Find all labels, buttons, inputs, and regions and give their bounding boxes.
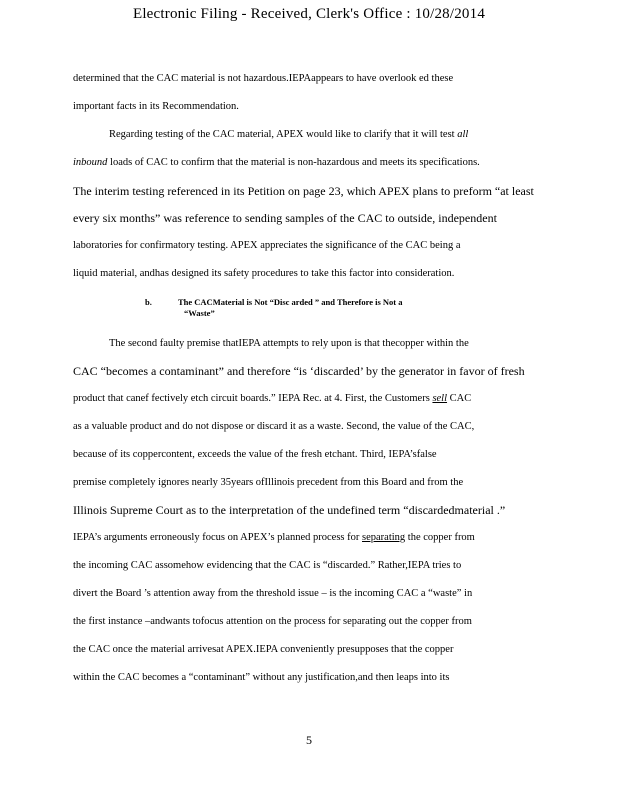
heading-label: b. — [145, 297, 152, 307]
text-line: because of its coppercontent, exceeds the value of the fresh etchant. Third, IEPA’sfalse — [73, 449, 437, 460]
text-line: liquid material, andhas designed its safety procedures to take this factor into consideration. — [73, 268, 455, 279]
text-line: Regarding testing of the CAC material, APEX would like to clarify that it will test all — [109, 129, 469, 140]
text-line: inbound loads of CAC to confirm that the material is non-hazardous and meets its specifications. — [73, 157, 480, 168]
text-line: important facts in its Recommendation. — [73, 101, 239, 112]
text-line: as a valuable product and do not dispose or discard it as a waste. Second, the value of the CAC, — [73, 421, 475, 432]
text-line: every six months” was reference to sending samples of the CAC to outside, independent — [73, 211, 497, 225]
text-line: within the CAC becomes a “contaminant” without any justification,and then leaps into its — [73, 672, 450, 683]
text-line: The interim testing referenced in its Petition on page 23, which APEX plans to preform “at least — [73, 184, 534, 198]
section-heading — [73, 297, 528, 319]
page-number: 5 — [306, 733, 312, 747]
text-line: the first instance –andwants tofocus attention on the process for separating out the copper from — [73, 616, 472, 627]
filing-header: Electronic Filing - Received, Clerk's Office : 10/28/2014 — [132, 6, 486, 22]
text-line: Illinois Supreme Court as to the interpretation of the undefined term “discardedmaterial .” — [73, 503, 506, 517]
heading-text: The CACMaterial is Not “Disc arded ” and Therefore is Not a — [177, 297, 403, 307]
heading-text-continued: “Waste” — [184, 308, 215, 318]
text-line: the incoming CAC assomehow evidencing that the CAC is “discarded.” Rather,IEPA tries to — [73, 560, 462, 571]
text-line: CAC “becomes a contaminant” and therefore “is ‘discarded’ by the generator in favor of fresh — [73, 364, 525, 378]
text-line: IEPA’s arguments erroneously focus on APEX’s planned process for separating the copper from — [73, 532, 475, 543]
text-line: product that canef fectively etch circuit boards.” IEPA Rec. at 4. First, the Customers sell CAC — [73, 393, 472, 404]
text-line: premise completely ignores nearly 35years ofIllinois precedent from this Board and from the — [73, 477, 464, 488]
text-line: the CAC once the material arrivesat APEX.IEPA conveniently presupposes that the copper — [73, 644, 454, 655]
text-line: determined that the CAC material is not hazardous.IEPAappears to have overlook ed these — [73, 73, 454, 84]
text-line: laboratories for confirmatory testing. APEX appreciates the significance of the CAC being a — [73, 240, 461, 251]
text-line: The second faulty premise thatIEPA attempts to rely upon is that thecopper within the — [109, 338, 469, 349]
text-line: divert the Board ’s attention away from the threshold issue – is the incoming CAC a “waste” in — [73, 588, 473, 599]
